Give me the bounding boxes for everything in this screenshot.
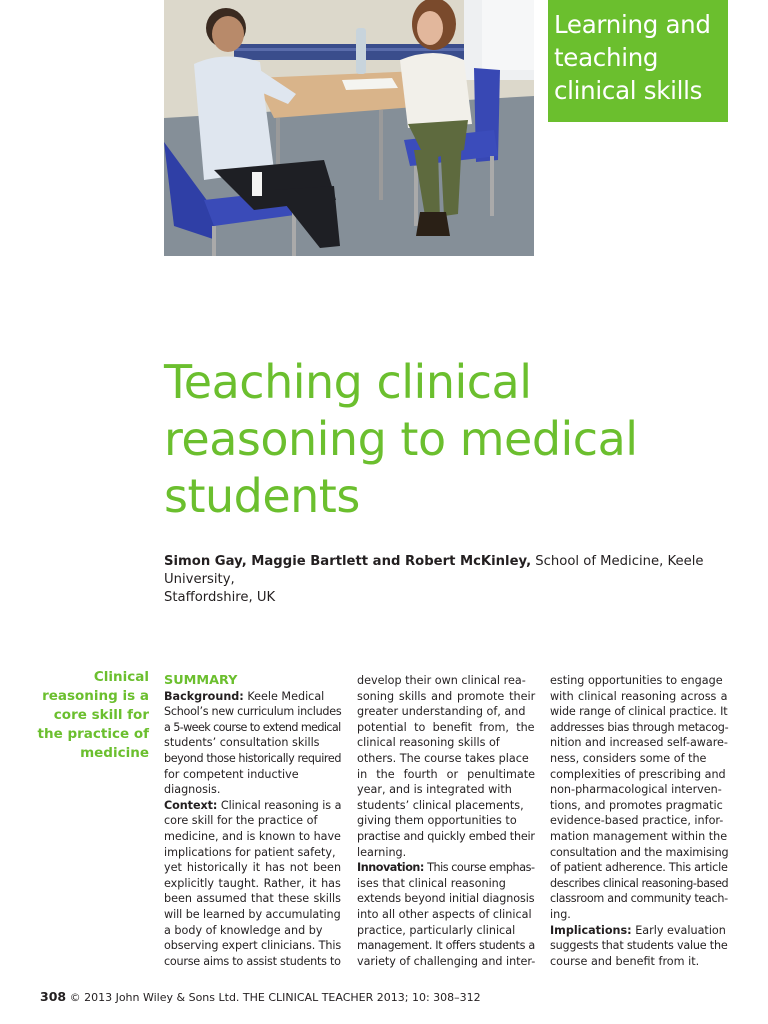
summary-line	[357, 876, 535, 892]
summary-text: non-pharmacological interven-	[550, 783, 722, 797]
pull-quote-line: core skill for	[53, 707, 149, 723]
summary-line	[550, 876, 728, 892]
summary-line	[164, 829, 341, 845]
section-label-line: Learning and	[554, 10, 711, 39]
summary-text: explicitly taught. Rather, it has	[164, 876, 341, 890]
summary-line	[164, 907, 341, 923]
consultation-photo	[164, 0, 534, 256]
summary-text: diagnosis.	[164, 783, 221, 797]
summary-subheading: Innovation:	[357, 861, 424, 875]
summary-line	[164, 845, 341, 861]
summary-line	[164, 720, 341, 736]
pull-quote-line: Clinical	[93, 669, 149, 685]
summary-text: suggests that students value the	[550, 939, 728, 953]
summary-text: course aims to assist students to	[164, 954, 341, 968]
summary-text: learning.	[357, 845, 407, 859]
summary-text: implications for patient safety,	[164, 845, 336, 859]
summary-line	[550, 860, 728, 876]
summary-text: students’ consultation skills	[164, 736, 320, 750]
summary-text: ing.	[550, 907, 571, 921]
footer-citation: © 2013 John Wiley & Sons Ltd. THE CLINICAL TEACHER 2013; 10: 308–312	[66, 991, 481, 1004]
summary-line	[357, 751, 535, 767]
summary-text: potential to benefit from, the	[357, 720, 535, 734]
summary-text: complexities of prescribing and	[550, 767, 726, 781]
author-line	[164, 553, 744, 589]
summary-line	[357, 782, 535, 798]
summary-line	[357, 860, 535, 876]
summary-line	[164, 891, 341, 907]
summary-text: course and benefit from it.	[550, 954, 700, 968]
summary-line	[357, 891, 535, 907]
summary-line	[164, 860, 341, 876]
summary-text: soning skills and promote their	[357, 689, 536, 703]
summary-text: classroom and community teach-	[550, 892, 728, 906]
summary-text: variety of challenging and inter-	[357, 954, 536, 968]
summary-line	[550, 829, 728, 845]
summary-text: observing expert clinicians. This	[164, 939, 342, 953]
pull-quote	[30, 668, 149, 763]
summary-text: consultation and the maximising	[550, 845, 729, 859]
summary-text: students’ clinical placements,	[357, 798, 524, 812]
summary-line	[357, 829, 535, 845]
summary-text: addresses bias through metacog-	[550, 720, 729, 734]
author-affiliation-continued: Staffordshire, UK	[164, 590, 276, 605]
summary-line	[357, 923, 535, 939]
summary-line	[550, 689, 728, 705]
author-names: Simon Gay, Maggie Bartlett and Robert McKinley,	[164, 554, 532, 569]
summary-text: medicine, and is known to have	[164, 829, 341, 843]
summary-text: ness, considers some of the	[550, 751, 707, 765]
summary-heading: SUMMARY	[164, 673, 238, 688]
summary-line	[550, 813, 728, 829]
summary-text: into all other aspects of clinical	[357, 907, 532, 921]
summary-line	[550, 938, 728, 954]
summary-line	[164, 767, 341, 783]
summary-text: core skill for the practice of	[164, 814, 318, 828]
summary-text: in the fourth or penultimate	[357, 767, 535, 781]
summary-text: giving them opportunities to	[357, 814, 517, 828]
section-label-line: teaching	[554, 43, 659, 72]
summary-line	[550, 704, 728, 720]
summary-column-3	[550, 673, 728, 969]
summary-line	[357, 689, 535, 705]
summary-line	[550, 751, 728, 767]
summary-subheading: Context:	[164, 798, 218, 812]
summary-text: others. The course takes place	[357, 751, 529, 765]
summary-text: wide range of clinical practice. It	[550, 705, 728, 719]
summary-line	[164, 798, 341, 814]
summary-line	[164, 782, 341, 798]
summary-text: Clinical reasoning is a	[217, 798, 342, 812]
summary-text: This course emphas-	[423, 861, 535, 875]
summary-line	[357, 673, 535, 689]
summary-line	[164, 751, 341, 767]
page-number: 308	[40, 989, 67, 1004]
summary-line	[550, 767, 728, 783]
summary-text: describes clinical reasoning-based	[550, 876, 729, 890]
summary-line	[164, 938, 341, 954]
summary-line	[164, 689, 341, 705]
title-line: reasoning to medical	[164, 412, 638, 466]
author-affiliation: School of Medicine, Keele University,	[164, 554, 704, 587]
summary-text: yet historically it has not been	[164, 861, 342, 875]
summary-text: a 5-week course to extend medical	[164, 720, 341, 734]
summary-line	[357, 813, 535, 829]
summary-line	[357, 798, 535, 814]
summary-text: management. It offers students a	[357, 939, 535, 953]
summary-line	[550, 954, 728, 970]
summary-line	[357, 907, 535, 923]
section-label-line: clinical skills	[554, 76, 703, 105]
summary-line	[357, 767, 535, 783]
pull-quote-line: the practice of	[37, 726, 149, 742]
summary-subheading: Implications:	[550, 923, 632, 937]
summary-line	[357, 720, 535, 736]
article-title	[164, 354, 754, 525]
header-photo	[164, 0, 534, 256]
summary-line	[164, 923, 341, 939]
summary-line	[550, 782, 728, 798]
summary-text: mation management within the	[550, 829, 728, 843]
summary-line	[357, 704, 535, 720]
summary-line	[357, 845, 535, 861]
summary-line	[550, 891, 728, 907]
pull-quote-line: medicine	[80, 745, 149, 761]
summary-text: Keele Medical	[243, 689, 325, 703]
pull-quote-line: reasoning is a	[42, 688, 149, 704]
summary-text: evidence-based practice, infor-	[550, 814, 724, 828]
summary-line	[550, 798, 728, 814]
summary-line	[164, 704, 341, 720]
summary-line	[550, 923, 728, 939]
summary-text: tions, and promotes pragmatic	[550, 798, 723, 812]
summary-text: extends beyond initial diagnosis	[357, 892, 535, 906]
summary-text: a body of knowledge and by	[164, 923, 323, 937]
summary-line	[164, 954, 341, 970]
page-footer	[40, 990, 481, 1005]
summary-column-2	[357, 673, 535, 969]
summary-line	[164, 735, 341, 751]
title-line: Teaching clinical	[164, 355, 532, 409]
summary-text: School’s new curriculum includes	[164, 705, 342, 719]
summary-text: with clinical reasoning across a	[550, 689, 728, 703]
summary-line	[550, 907, 728, 923]
summary-text: beyond those historically required	[164, 751, 342, 765]
summary-subheading: Background:	[164, 689, 244, 703]
summary-line	[164, 876, 341, 892]
summary-line	[550, 735, 728, 751]
summary-line	[550, 845, 728, 861]
summary-text: Early evaluation	[631, 923, 726, 937]
summary-text: develop their own clinical rea-	[357, 674, 526, 687]
summary-text: for competent inductive	[164, 767, 299, 781]
summary-line	[550, 720, 728, 736]
summary-line	[357, 735, 535, 751]
summary-text: practise and quickly embed their	[357, 829, 535, 843]
summary-text: esting opportunities to engage	[550, 674, 723, 687]
summary-text: practice, particularly clinical	[357, 923, 516, 937]
summary-text: greater understanding of, and	[357, 705, 526, 719]
author-block	[164, 553, 744, 607]
summary-line	[550, 673, 728, 689]
summary-text: clinical reasoning skills of	[357, 736, 500, 750]
summary-text: ises that clinical reasoning	[357, 876, 506, 890]
summary-text: nition and increased self-aware-	[550, 736, 728, 750]
summary-line	[357, 938, 535, 954]
section-label-box	[548, 0, 728, 122]
summary-line	[164, 813, 341, 829]
summary-text: of patient adherence. This article	[550, 861, 728, 875]
summary-line	[357, 954, 535, 970]
summary-column-1	[164, 673, 341, 969]
summary-text: been assumed that these skills	[164, 892, 341, 906]
summary-text: will be learned by accumulating	[164, 907, 341, 921]
summary-text: year, and is integrated with	[357, 783, 512, 797]
title-line: students	[164, 469, 360, 523]
